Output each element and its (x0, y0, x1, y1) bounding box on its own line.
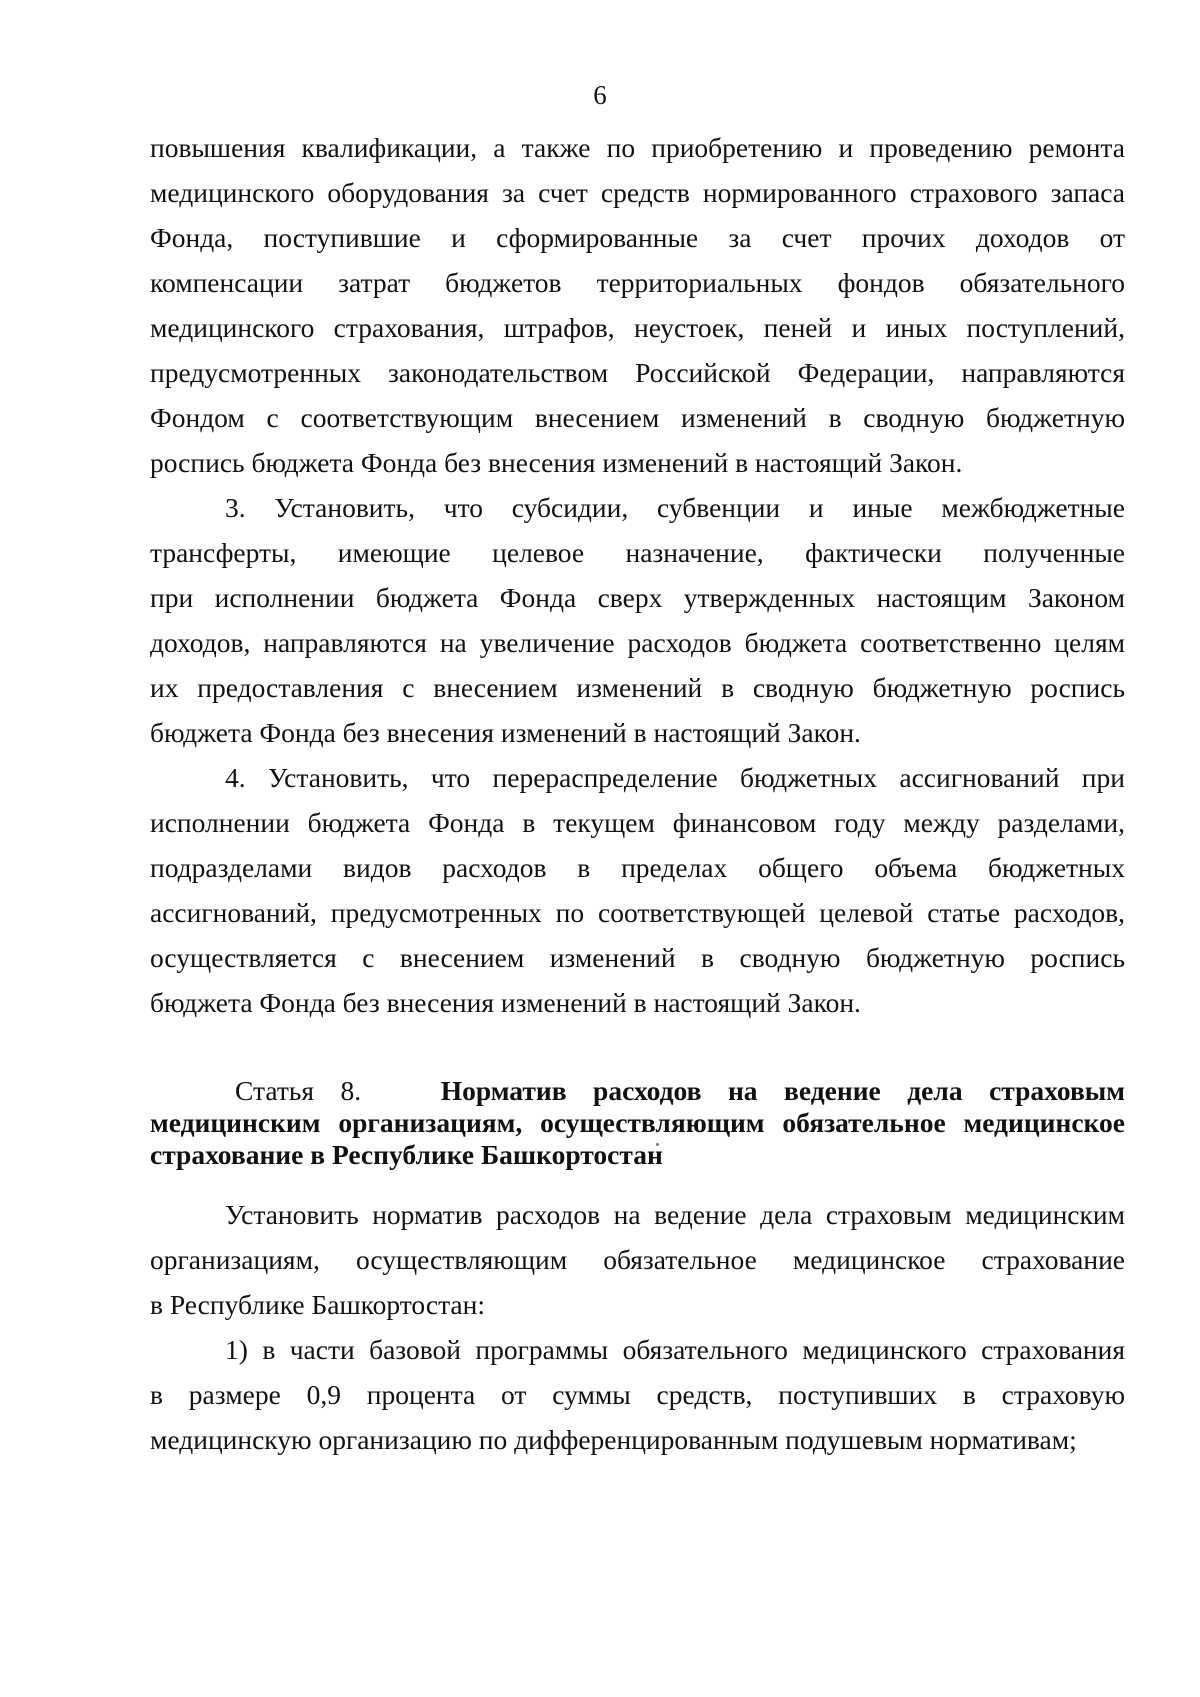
text-line: бюджета Фонда без внесения изменений в настоящий Закон. (150, 717, 861, 748)
text-line: организациям, осуществляющим обязательное медицинское страхование (150, 1244, 1125, 1275)
article-title-part: страхование в Республике Башкортостан (150, 1139, 663, 1170)
page-number: 6 (593, 80, 607, 110)
article-title-part: медицинским организациям, осуществляющим обязательное медицинское (150, 1107, 1125, 1138)
article-title-part: Норматив расходов на ведение дела страховым (440, 1075, 1125, 1106)
text-line: доходов, направляются на увеличение расходов бюджета соответственно целям (150, 627, 1125, 658)
text-line: исполнении бюджета Фонда в текущем финансовом году между разделами, (150, 807, 1125, 838)
text-line: 1) в части базовой программы обязательного медицинского страхования (225, 1334, 1125, 1365)
text-line: бюджета Фонда без внесения изменений в настоящий Закон. (150, 987, 861, 1018)
text-line: ассигнований, предусмотренных по соответствующей целевой статье расходов, (150, 897, 1125, 928)
text-line: Фондом с соответствующим внесением изменений в сводную бюджетную (150, 402, 1125, 433)
text-line: предусмотренных законодательством Российской Федерации, направляются (150, 357, 1125, 388)
text-line: осуществляется с внесением изменений в сводную бюджетную роспись (150, 942, 1125, 973)
text-line: подразделами видов расходов в пределах общего объема бюджетных (150, 852, 1125, 883)
text-line: 3. Установить, что субсидии, субвенции и иные межбюджетные (225, 492, 1125, 523)
text-line: при исполнении бюджета Фонда сверх утвержденных настоящим Законом (150, 582, 1125, 613)
text-line: Фонда, поступившие и сформированные за счет прочих доходов от (150, 222, 1125, 253)
text-line: медицинского страхования, штрафов, неустоек, пеней и иных поступлений, (150, 312, 1125, 343)
text-line: трансферты, имеющие целевое назначение, фактически полученные (150, 537, 1125, 568)
text-line: роспись бюджета Фонда без внесения изменений в настоящий Закон. (150, 447, 963, 478)
article-label: Статья 8. (235, 1075, 362, 1106)
text-line: их предоставления с внесением изменений в сводную бюджетную роспись (150, 672, 1125, 703)
text-line: медицинского оборудования за счет средств нормированного страхового запаса (150, 177, 1125, 208)
text-line: Установить норматив расходов на ведение дела страховым медицинским (225, 1199, 1125, 1230)
text-line: повышения квалификации, а также по приобретению и проведению ремонта (150, 132, 1125, 163)
text-line: в Республике Башкортостан: (150, 1289, 485, 1320)
text-line: медицинскую организацию по дифференцированным подушевым нормативам; (150, 1424, 1077, 1455)
text-line: компенсации затрат бюджетов территориальных фондов обязательного (150, 267, 1125, 298)
text-line: в размере 0,9 процента от суммы средств, поступивших в страховую (150, 1379, 1125, 1410)
article-heading-line-1 (235, 1075, 1125, 1107)
text-line: 4. Установить, что перераспределение бюджетных ассигнований при (225, 762, 1125, 793)
